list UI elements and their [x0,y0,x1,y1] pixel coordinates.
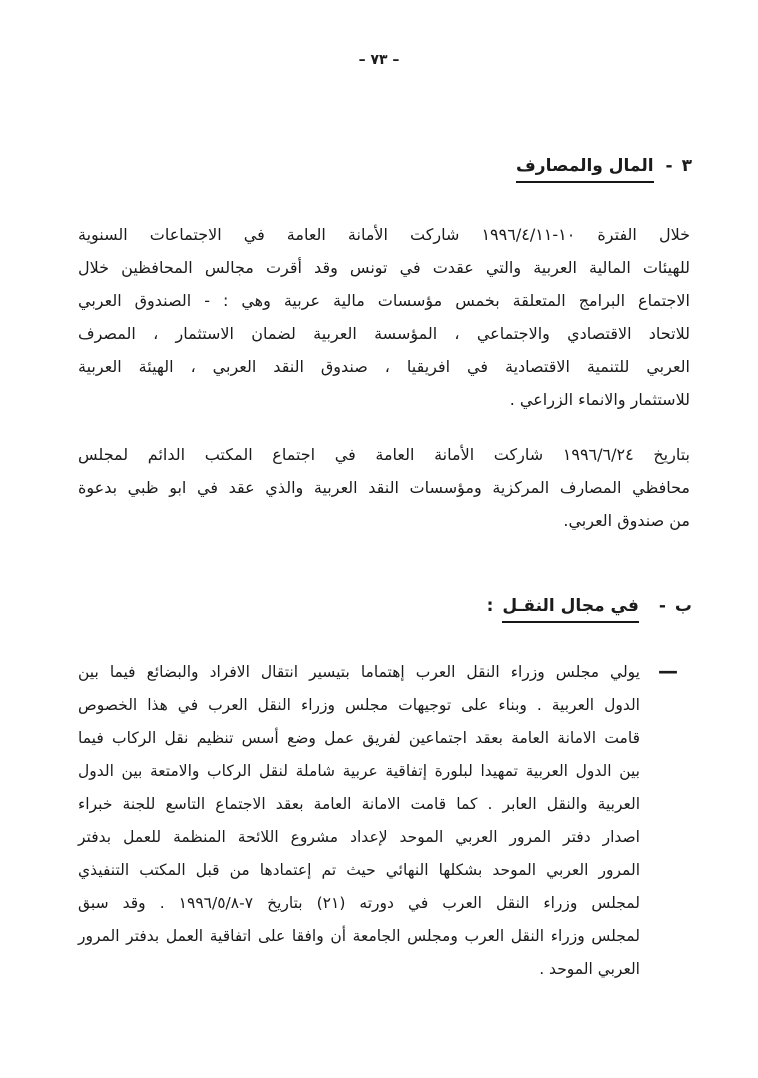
text-line: لمجلس وزراء النقل العرب ومجلس الجامعة أن وافقا على اتفاقية العمل بدفتر المرور [78,927,640,945]
paragraph-finance-2 [78,438,690,537]
text-line: قامت الامانة العامة بعقد اجتماعين لفريق عمل وضع أسس تنظيم نقل الركاب فيما [78,729,640,747]
section-title: المال والمصارف [516,156,654,183]
text-line: يولي مجلس وزراء النقل العرب إهتماما بتيسير انتقال الافراد والبضائع فيما بين [78,663,640,681]
text-line: خلال الفترة ١٠‏-‏١١‏/‏٤‏/‏١٩٩٦ شاركت الأمانة العامة في الاجتماعات السنوية [78,225,691,244]
section-number: ٣ [681,156,692,176]
text-line: بتاريخ ٢٤‏/‏٦‏/‏١٩٩٦ شاركت الأمانة العامة في اجتماع المكتب الدائم لمجلس [78,445,691,464]
section-colon: : [486,596,494,616]
page-number: – ٧٣ – [358,52,400,68]
text-line: بين الدول العربية تمهيدا لبلورة إتفاقية عربية شاملة لنقل الركاب والامتعة بين الدول [78,762,640,780]
text-line: الاجتماع البرامج المتعلقة بخمس مؤسسات مالية عربية وهي : - الصندوق العربي [78,291,690,310]
section-letter: ب [674,596,692,616]
text-line: للاستثمار والانماء الزراعي . [509,390,690,409]
section-separator: - [658,596,666,616]
text-line: المرور العربي الموحد بشكلها النهائي حيث تم إعتمادها من قبل المكتب التنفيذي [78,861,640,879]
text-line: من صندوق العربي. [563,511,690,530]
text-line: العربي الموحد . [539,960,640,978]
section-title: في مجال النقـل [502,596,638,623]
section-separator: - [665,156,673,176]
text-line: العربية والنقل العابر . كما قامت الامانة العامة بعقد الاجتماع التاسع للجنة خبراء [78,795,640,813]
text-line: لمجلس وزراء النقل العرب في دورته (٢١) بتاريخ ٧‏-‏٨‏/‏٥‏/‏١٩٩٦ . وقد سبق [78,894,640,912]
section-heading-transport [487,596,692,616]
text-line: للاتحاد الاقتصادي والاجتماعي ، المؤسسة العربية لضمان الاستثمار ، المصرف [78,324,690,343]
text-line: العربي للتنمية الاقتصادية في افريقيا ، صندوق النقد العربي ، الهيئة العربية [78,357,690,376]
section-heading-finance [516,156,692,176]
paragraph-finance-1 [78,218,690,416]
text-line: الدول العربية . وبناء على توجيهات مجلس وزراء النقل العرب في هذا الخصوص [78,696,640,714]
text-line: محافظي المصارف المركزية ومؤسسات النقد العربية والذي عقد في ابو ظبي بدعوة [78,478,690,497]
text-line: اصدار دفتر المرور العربي الموحد لإعداد مشروع اللائحة المنظمة للعمل بدفتر [78,828,640,846]
paragraph-transport-bullet [78,656,640,986]
bullet-dash-icon: — [658,659,678,683]
text-line: للهيئات المالية العربية والتي عقدت في تونس وقد أقرت مجالس المحافظين خلال [78,258,690,277]
